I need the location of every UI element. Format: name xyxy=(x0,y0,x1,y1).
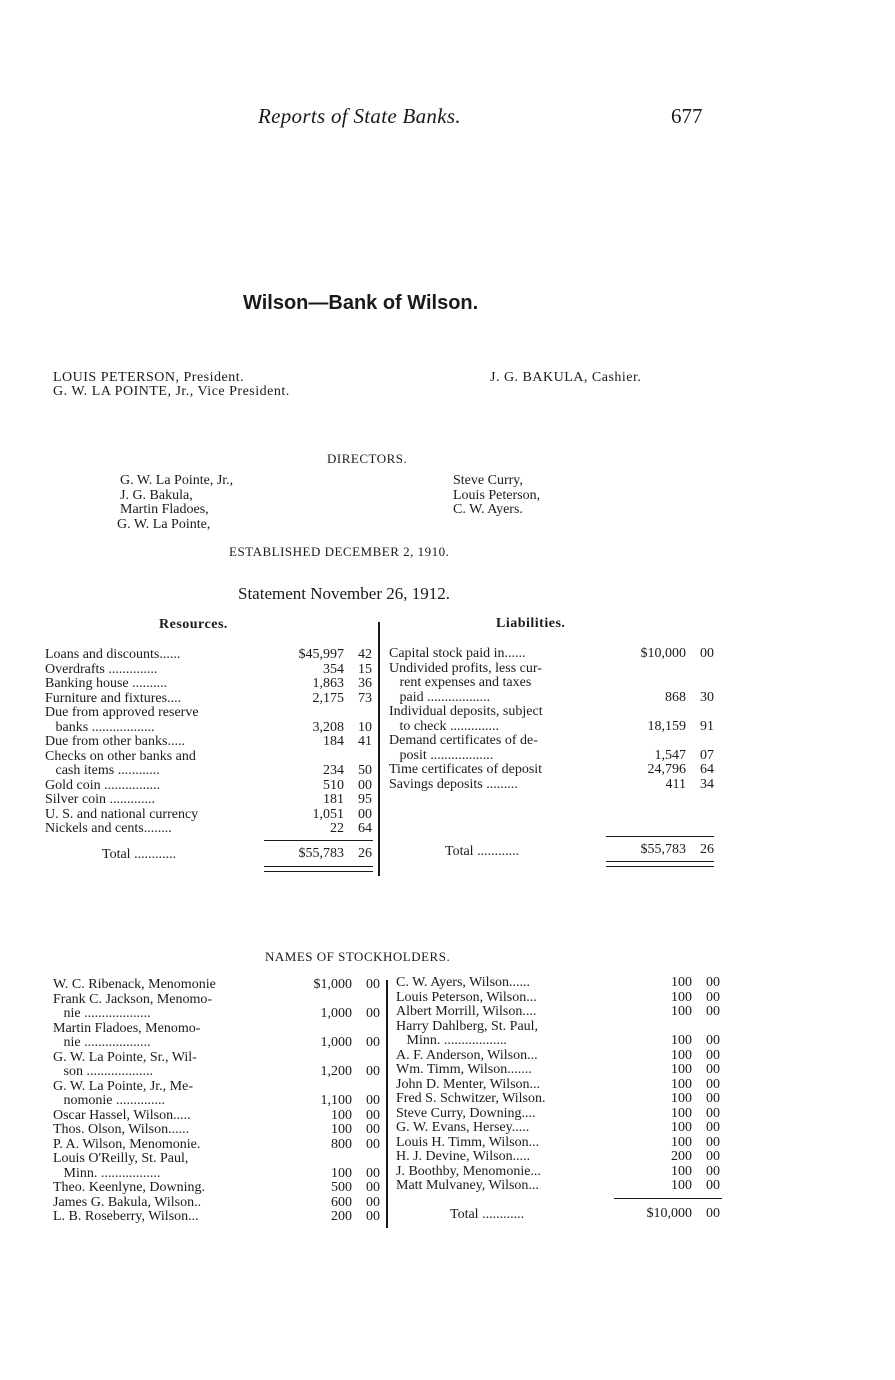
liability-label: Individual deposits, subject xyxy=(389,704,543,719)
liability-amount: 1,547 xyxy=(654,747,686,763)
director-name: Louis Peterson, xyxy=(453,487,541,503)
stockholder-name: John D. Menter, Wilson... xyxy=(396,1076,541,1092)
stockholder-name: W. C. Ribenack, Menomonie xyxy=(53,977,216,992)
stockholder-cents: 00 xyxy=(706,1076,720,1092)
stockholder-name: Matt Mulvaney, Wilson... xyxy=(396,1178,539,1193)
resources-total-label: Total ............ xyxy=(102,847,177,862)
resource-cents: 00 xyxy=(358,777,372,793)
stockholder-amount: 100 xyxy=(671,1134,692,1150)
liability-cents: 07 xyxy=(700,747,714,763)
stockholders-heading: NAMES OF STOCKHOLDERS. xyxy=(265,949,451,964)
directors-right-list xyxy=(453,474,540,518)
resource-amount: $45,997 xyxy=(298,647,344,662)
stockholder-name: Louis H. Timm, Wilson... xyxy=(396,1134,540,1150)
stockholder-name: Harry Dahlberg, St. Paul, xyxy=(396,1018,539,1034)
stockholder-cents: 00 xyxy=(706,1120,720,1135)
stockholder-amount: 1,100 xyxy=(320,1093,352,1108)
liabilities-cents xyxy=(690,647,714,792)
officer-president: LOUIS PETERSON, President. xyxy=(53,370,245,385)
stockholder-name: Louis O'Reilly, St. Paul, xyxy=(53,1151,189,1166)
liability-amount xyxy=(604,662,686,677)
liabilities-heading: Liabilities. xyxy=(496,616,566,631)
liability-amount: 868 xyxy=(665,689,686,705)
director-name: Steve Curry, xyxy=(453,473,523,488)
director-name: C. W. Ayers. xyxy=(453,502,523,517)
liability-amount xyxy=(604,676,686,691)
stockholder-amount: 1,000 xyxy=(320,1006,352,1021)
stockholder-amount: 100 xyxy=(671,975,692,990)
liability-amount: 411 xyxy=(665,776,686,792)
stockholder-amount: 200 xyxy=(331,1209,352,1224)
stockholder-cents: 00 xyxy=(706,1105,720,1121)
resource-amount: 510 xyxy=(323,777,344,793)
liabilities-dollars xyxy=(604,647,686,792)
stockholder-cents: 00 xyxy=(706,1033,720,1048)
stockholder-name: nomonie .............. xyxy=(53,1093,165,1108)
bank-title: Wilson—Bank of Wilson. xyxy=(243,292,479,314)
stockholder-name: Frank C. Jackson, Menomo- xyxy=(53,991,213,1007)
stockholder-cents: 00 xyxy=(366,1209,380,1224)
resource-label: U. S. and national currency xyxy=(45,806,199,822)
liability-amount: 24,796 xyxy=(647,762,686,777)
officer-cashier: J. G. BAKULA, Cashier. xyxy=(490,370,642,385)
stockholder-cents xyxy=(696,1020,720,1035)
resource-amount: 2,175 xyxy=(312,690,344,706)
stockholder-name: C. W. Ayers, Wilson...... xyxy=(396,975,531,990)
stockholder-cents: 00 xyxy=(366,977,380,992)
liability-label: Savings deposits ......... xyxy=(389,776,518,792)
liability-amount: $10,000 xyxy=(640,646,686,661)
stockholder-cents: 00 xyxy=(366,1165,380,1181)
directors-left-list xyxy=(117,473,234,532)
liability-cents xyxy=(690,662,714,677)
stockholder-amount: 1,000 xyxy=(320,1035,352,1050)
stockholder-amount: 800 xyxy=(331,1136,352,1152)
liability-label: Demand certificates of de- xyxy=(389,733,538,748)
resources-heading: Resources. xyxy=(159,617,228,632)
resources-dollars xyxy=(262,648,344,837)
resource-cents: 00 xyxy=(358,806,372,822)
stockholder-name: Louis Peterson, Wilson... xyxy=(396,989,537,1005)
stockholder-amount xyxy=(620,1020,692,1035)
stockholder-amount: 1,200 xyxy=(320,1064,352,1079)
stockholder-amount: 100 xyxy=(331,1165,352,1181)
stockholder-amount: 100 xyxy=(331,1107,352,1123)
stockholder-cents xyxy=(356,1022,380,1037)
resource-amount: 1,051 xyxy=(312,806,344,822)
stockholder-amount xyxy=(282,1022,352,1037)
liability-amount xyxy=(604,705,686,720)
stockholder-cents: 00 xyxy=(366,1035,380,1050)
resource-cents: 42 xyxy=(358,647,372,662)
resource-cents xyxy=(348,750,372,765)
stockholder-cents: 00 xyxy=(366,1136,380,1152)
stockholder-amount: 100 xyxy=(671,1076,692,1092)
stockholder-name: L. B. Roseberry, Wilson... xyxy=(53,1209,199,1224)
resource-cents: 95 xyxy=(358,792,372,807)
resource-label: cash items ............ xyxy=(45,763,160,778)
stockholder-name: Theo. Keenlyne, Downing. xyxy=(53,1180,206,1195)
director-name: Martin Fladoes, xyxy=(120,502,209,517)
stockholder-amount: 100 xyxy=(671,1120,692,1135)
stockholder-cents: 00 xyxy=(706,1178,720,1193)
director-name: G. W. La Pointe, Jr., xyxy=(120,473,234,488)
liability-label: Time certificates of deposit xyxy=(389,762,543,777)
stockholders-left-labels xyxy=(53,978,216,1225)
resource-amount: 181 xyxy=(323,792,344,807)
liabilities-total-cents: 26 xyxy=(700,842,714,857)
resources-double-rule xyxy=(264,866,373,872)
stockholder-cents: 00 xyxy=(366,1064,380,1079)
stockholder-cents: 00 xyxy=(706,975,720,990)
resource-label: Checks on other banks and xyxy=(45,748,196,764)
liabilities-double-rule xyxy=(606,861,714,867)
stockholder-name: James G. Bakula, Wilson.. xyxy=(53,1194,202,1210)
stockholder-amount: 100 xyxy=(671,1091,692,1106)
resource-label: Nickels and cents........ xyxy=(45,821,172,836)
page-number: 677 xyxy=(671,104,703,128)
resource-cents: 36 xyxy=(358,676,372,691)
stockholder-amount: 200 xyxy=(671,1149,692,1164)
stockholder-amount: 100 xyxy=(331,1122,352,1137)
resource-amount: 354 xyxy=(323,661,344,677)
liability-label: paid .................. xyxy=(389,689,491,705)
resources-total-amount: $55,783 xyxy=(298,846,344,861)
stockholders-sum-rule xyxy=(614,1198,722,1199)
resource-label: Banking house .......... xyxy=(45,676,168,691)
resource-amount xyxy=(262,750,344,765)
liability-cents: 34 xyxy=(700,776,714,792)
liability-amount: 18,159 xyxy=(647,718,686,734)
stockholder-cents xyxy=(356,1152,380,1167)
stockholder-amount: 100 xyxy=(671,1047,692,1063)
stockholder-cents: 00 xyxy=(706,1004,720,1019)
resource-label: Due from other banks..... xyxy=(45,734,185,749)
resource-amount: 184 xyxy=(323,734,344,749)
resource-cents: 10 xyxy=(358,719,372,735)
resource-cents: 73 xyxy=(358,690,372,706)
stockholder-name: Minn. ................. xyxy=(53,1165,161,1181)
stockholder-amount: 100 xyxy=(671,1062,692,1077)
stockholder-cents: 00 xyxy=(366,1194,380,1210)
resource-amount: 3,208 xyxy=(312,719,344,735)
stockholder-name: G. W. La Pointe, Jr., Me- xyxy=(53,1078,193,1094)
stockholder-name: Steve Curry, Downing.... xyxy=(396,1105,536,1121)
stockholder-name: Martin Fladoes, Menomo- xyxy=(53,1020,201,1036)
stockholder-cents: 00 xyxy=(706,1062,720,1077)
resource-label: banks .................. xyxy=(45,719,155,735)
stockholder-amount: 100 xyxy=(671,1178,692,1193)
established-date: ESTABLISHED DECEMBER 2, 1910. xyxy=(229,544,450,559)
directors-heading: DIRECTORS. xyxy=(327,451,408,466)
liabilities-labels xyxy=(389,647,543,792)
resource-label: Silver coin ............. xyxy=(45,792,156,807)
stockholder-amount xyxy=(282,993,352,1008)
stockholder-amount: 600 xyxy=(331,1194,352,1210)
resources-labels xyxy=(45,648,199,837)
stockholder-cents: 00 xyxy=(366,1006,380,1021)
officer-vice-president: G. W. LA POINTE, Jr., Vice President. xyxy=(53,384,290,399)
resource-label: Overdrafts .............. xyxy=(45,661,158,677)
resource-label: Gold coin ................ xyxy=(45,777,161,793)
resource-label: Due from approved reserve xyxy=(45,705,199,720)
stockholders-right-cents xyxy=(696,976,720,1194)
stockholder-cents: 00 xyxy=(706,989,720,1005)
stockholder-name: A. F. Anderson, Wilson... xyxy=(396,1047,538,1063)
stockholder-cents xyxy=(356,1080,380,1095)
resource-label: Loans and discounts...... xyxy=(45,647,181,662)
stockholders-total-amount: $10,000 xyxy=(646,1206,692,1221)
stockholder-cents: 00 xyxy=(706,1163,720,1179)
stockholder-amount: 100 xyxy=(671,989,692,1005)
stockholder-amount: 100 xyxy=(671,1004,692,1019)
statement-date: Statement November 26, 1912. xyxy=(238,584,450,603)
stockholders-left-dollars xyxy=(282,978,352,1225)
statement-divider xyxy=(378,622,380,876)
liabilities-total-label: Total ............ xyxy=(445,844,520,859)
stockholders-left-cents xyxy=(356,978,380,1225)
stockholder-name: Minn. .................. xyxy=(396,1033,507,1048)
stockholder-cents: 00 xyxy=(706,1134,720,1150)
stockholder-name: P. A. Wilson, Menomonie. xyxy=(53,1136,201,1152)
stockholder-amount: 500 xyxy=(331,1180,352,1195)
stockholder-name: nie ................... xyxy=(53,1006,151,1021)
stockholder-amount: 100 xyxy=(671,1105,692,1121)
resources-total-cents: 26 xyxy=(358,846,372,861)
liability-cents: 91 xyxy=(700,718,714,734)
stockholder-name: H. J. Devine, Wilson..... xyxy=(396,1149,531,1164)
resource-cents: 41 xyxy=(358,734,372,749)
stockholder-name: Oscar Hassel, Wilson..... xyxy=(53,1107,191,1123)
resource-cents: 64 xyxy=(358,821,372,836)
resources-sum-rule xyxy=(264,840,373,841)
liability-label: rent expenses and taxes xyxy=(389,675,532,690)
stockholder-amount: 100 xyxy=(671,1163,692,1179)
stockholder-name: J. Boothby, Menomonie... xyxy=(396,1163,541,1179)
stockholder-cents: 00 xyxy=(706,1149,720,1164)
stockholder-cents: 00 xyxy=(366,1122,380,1137)
stockholder-cents: 00 xyxy=(366,1107,380,1123)
resource-cents: 50 xyxy=(358,763,372,778)
stockholders-total-label: Total ............ xyxy=(450,1207,525,1222)
stockholder-amount xyxy=(282,1152,352,1167)
resource-cents: 15 xyxy=(358,661,372,677)
liabilities-total-amount: $55,783 xyxy=(640,842,686,857)
stockholder-name: Wm. Timm, Wilson....... xyxy=(396,1062,532,1077)
stockholder-name: Albert Morrill, Wilson.... xyxy=(396,1004,537,1019)
stockholders-total-cents: 00 xyxy=(706,1206,720,1221)
liability-label: Undivided profits, less cur- xyxy=(389,660,542,676)
resource-amount: 1,863 xyxy=(312,676,344,691)
resource-amount xyxy=(262,706,344,721)
liability-label: Capital stock paid in...... xyxy=(389,646,526,661)
liability-cents xyxy=(690,705,714,720)
stockholder-cents: 00 xyxy=(366,1180,380,1195)
stockholder-amount: $1,000 xyxy=(313,977,352,992)
resource-cents xyxy=(348,706,372,721)
director-name: G. W. La Pointe, xyxy=(117,516,211,532)
stockholder-name: Fred S. Schwitzer, Wilson. xyxy=(396,1091,546,1106)
stockholders-right-labels xyxy=(396,976,546,1194)
resource-label: Furniture and fixtures.... xyxy=(45,690,182,706)
stockholders-right-dollars xyxy=(620,976,692,1194)
liability-cents: 30 xyxy=(700,689,714,705)
stockholder-name: G. W. La Pointe, Sr., Wil- xyxy=(53,1049,197,1065)
stockholder-name: son ................... xyxy=(53,1064,153,1079)
stockholder-cents: 00 xyxy=(706,1047,720,1063)
resource-amount: 234 xyxy=(323,763,344,778)
stockholder-name: G. W. Evans, Hersey..... xyxy=(396,1120,530,1135)
stockholders-divider xyxy=(386,980,388,1228)
stockholder-amount xyxy=(282,1080,352,1095)
stockholder-amount: 100 xyxy=(671,1033,692,1048)
liability-cents: 00 xyxy=(700,646,714,661)
stockholder-cents xyxy=(356,993,380,1008)
stockholder-name: Thos. Olson, Wilson...... xyxy=(53,1122,190,1137)
stockholder-amount xyxy=(282,1051,352,1066)
liability-label: posit .................. xyxy=(389,747,494,763)
liability-amount xyxy=(604,734,686,749)
resource-amount: 22 xyxy=(330,821,344,836)
stockholder-name: nie ................... xyxy=(53,1035,151,1050)
liability-cents xyxy=(690,734,714,749)
liabilities-sum-rule xyxy=(606,836,714,837)
liability-label: to check .............. xyxy=(389,718,500,734)
resources-cents xyxy=(348,648,372,837)
liability-cents: 64 xyxy=(700,762,714,777)
director-name: J. G. Bakula, xyxy=(120,487,193,503)
stockholder-cents xyxy=(356,1051,380,1066)
stockholder-cents: 00 xyxy=(706,1091,720,1106)
liability-cents xyxy=(690,676,714,691)
stockholder-cents: 00 xyxy=(366,1093,380,1108)
running-title: Reports of State Banks. xyxy=(258,104,461,128)
